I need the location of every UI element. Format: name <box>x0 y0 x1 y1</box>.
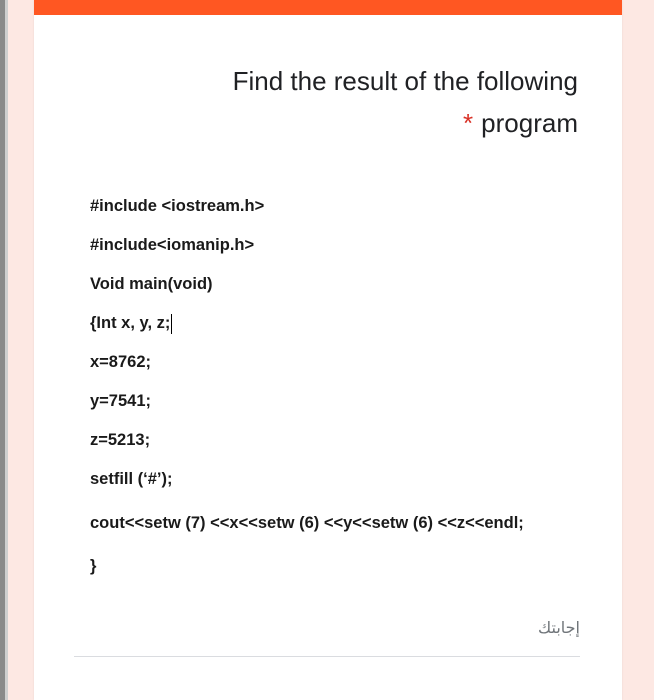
code-line-text: {Int x, y, z; <box>90 314 171 332</box>
code-line: setfill (‘#’); <box>90 470 173 488</box>
question-title-line-1: Find the result of the following <box>232 66 578 96</box>
code-line: x=8762; <box>90 353 152 371</box>
question-card <box>34 0 622 700</box>
code-line: #include<iomanip.h> <box>90 236 255 254</box>
code-line: Void main(void) <box>90 275 213 293</box>
question-title <box>158 60 578 144</box>
text-cursor <box>171 314 172 334</box>
card-accent-bar <box>34 0 622 15</box>
required-asterisk: * <box>463 108 474 138</box>
question-title-line-2 <box>158 102 578 144</box>
code-line: z=5213; <box>90 431 151 449</box>
answer-placeholder: إجابتك <box>538 618 580 637</box>
question-title-line-2-text: program <box>481 108 578 138</box>
answer-input[interactable] <box>74 600 580 660</box>
code-line: cout<<setw (7) <<x<<setw (6) <<y<<setw (6) <<z<<endl; <box>90 514 524 532</box>
code-line: y=7541; <box>90 392 152 410</box>
code-line: } <box>90 557 97 575</box>
code-line <box>90 311 172 335</box>
code-line: #include <iostream.h> <box>90 197 265 215</box>
answer-underline <box>74 656 580 657</box>
window-left-edge-inner <box>5 0 8 700</box>
